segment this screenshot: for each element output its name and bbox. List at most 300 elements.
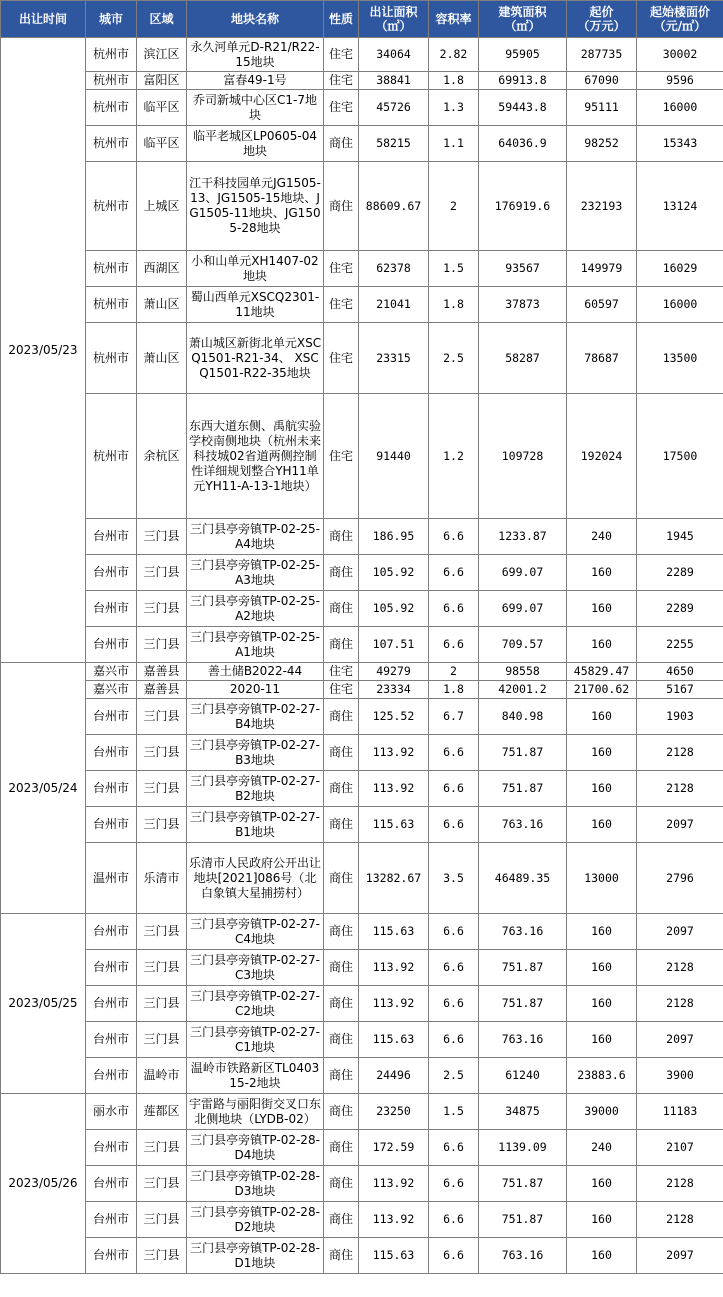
district-cell: 三门县 xyxy=(137,735,187,771)
city-cell: 嘉兴市 xyxy=(86,663,137,681)
type-cell: 商住 xyxy=(324,1094,359,1130)
start-price-cell: 160 xyxy=(567,591,637,627)
far-cell: 2 xyxy=(429,663,479,681)
far-cell: 1.8 xyxy=(429,681,479,699)
start-price-cell: 160 xyxy=(567,1238,637,1274)
plot-name-cell: 三门县亭旁镇TP-02-27-C1地块 xyxy=(187,1022,324,1058)
type-cell: 住宅 xyxy=(324,72,359,90)
start-price-cell: 60597 xyxy=(567,287,637,323)
far-cell: 6.6 xyxy=(429,807,479,843)
date-cell: 2023/05/23 xyxy=(1,38,86,663)
area-cell: 24496 xyxy=(359,1058,429,1094)
type-cell: 商住 xyxy=(324,591,359,627)
type-cell: 住宅 xyxy=(324,323,359,394)
table-row xyxy=(1,90,723,126)
gfa-cell: 751.87 xyxy=(479,986,567,1022)
type-cell: 商住 xyxy=(324,162,359,251)
floor-price-cell: 2289 xyxy=(637,555,723,591)
plot-name-cell: 小和山单元XH1407-02地块 xyxy=(187,251,324,287)
plot-name-cell: 三门县亭旁镇TP-02-27-B1地块 xyxy=(187,807,324,843)
floor-price-cell: 16000 xyxy=(637,287,723,323)
gfa-cell: 1139.09 xyxy=(479,1130,567,1166)
district-cell: 余杭区 xyxy=(137,394,187,519)
floor-price-cell: 2796 xyxy=(637,843,723,914)
table-row xyxy=(1,914,723,950)
district-cell: 三门县 xyxy=(137,555,187,591)
district-cell: 三门县 xyxy=(137,1130,187,1166)
plot-name-cell: 2020-11 xyxy=(187,681,324,699)
type-cell: 商住 xyxy=(324,1130,359,1166)
area-cell: 62378 xyxy=(359,251,429,287)
start-price-cell: 23883.6 xyxy=(567,1058,637,1094)
table-row xyxy=(1,251,723,287)
far-cell: 1.8 xyxy=(429,287,479,323)
col-header-city: 城市 xyxy=(86,1,137,38)
gfa-cell: 763.16 xyxy=(479,1022,567,1058)
type-cell: 商住 xyxy=(324,555,359,591)
plot-name-cell: 三门县亭旁镇TP-02-25-A4地块 xyxy=(187,519,324,555)
type-cell: 住宅 xyxy=(324,38,359,72)
city-cell: 杭州市 xyxy=(86,72,137,90)
area-cell: 34064 xyxy=(359,38,429,72)
floor-price-cell: 2097 xyxy=(637,1238,723,1274)
plot-name-cell: 三门县亭旁镇TP-02-28-D1地块 xyxy=(187,1238,324,1274)
type-cell: 商住 xyxy=(324,1202,359,1238)
table-row xyxy=(1,555,723,591)
start-price-cell: 160 xyxy=(567,1202,637,1238)
floor-price-cell: 5167 xyxy=(637,681,723,699)
plot-name-cell: 三门县亭旁镇TP-02-27-C2地块 xyxy=(187,986,324,1022)
plot-name-cell: 宇雷路与丽阳街交叉口东北侧地块（LYDB-02） xyxy=(187,1094,324,1130)
area-cell: 38841 xyxy=(359,72,429,90)
district-cell: 三门县 xyxy=(137,519,187,555)
area-cell: 125.52 xyxy=(359,699,429,735)
floor-price-cell: 2128 xyxy=(637,1166,723,1202)
gfa-cell: 46489.35 xyxy=(479,843,567,914)
city-cell: 台州市 xyxy=(86,591,137,627)
floor-price-cell: 2097 xyxy=(637,1022,723,1058)
date-cell: 2023/05/24 xyxy=(1,663,86,914)
gfa-cell: 751.87 xyxy=(479,1166,567,1202)
table-row xyxy=(1,519,723,555)
city-cell: 丽水市 xyxy=(86,1094,137,1130)
district-cell: 三门县 xyxy=(137,627,187,663)
start-price-cell: 160 xyxy=(567,699,637,735)
city-cell: 台州市 xyxy=(86,699,137,735)
far-cell: 2 xyxy=(429,162,479,251)
city-cell: 台州市 xyxy=(86,1238,137,1274)
district-cell: 萧山区 xyxy=(137,323,187,394)
district-cell: 三门县 xyxy=(137,771,187,807)
plot-name-cell: 三门县亭旁镇TP-02-28-D4地块 xyxy=(187,1130,324,1166)
area-cell: 113.92 xyxy=(359,735,429,771)
district-cell: 三门县 xyxy=(137,950,187,986)
start-price-cell: 240 xyxy=(567,1130,637,1166)
start-price-cell: 21700.62 xyxy=(567,681,637,699)
gfa-cell: 840.98 xyxy=(479,699,567,735)
far-cell: 1.8 xyxy=(429,72,479,90)
floor-price-cell: 13124 xyxy=(637,162,723,251)
gfa-cell: 93567 xyxy=(479,251,567,287)
area-cell: 113.92 xyxy=(359,1202,429,1238)
city-cell: 台州市 xyxy=(86,555,137,591)
gfa-cell: 98558 xyxy=(479,663,567,681)
city-cell: 杭州市 xyxy=(86,323,137,394)
start-price-cell: 95111 xyxy=(567,90,637,126)
floor-price-cell: 2128 xyxy=(637,986,723,1022)
far-cell: 2.82 xyxy=(429,38,479,72)
type-cell: 商住 xyxy=(324,519,359,555)
area-cell: 58215 xyxy=(359,126,429,162)
district-cell: 三门县 xyxy=(137,807,187,843)
floor-price-cell: 4650 xyxy=(637,663,723,681)
floor-price-cell: 2255 xyxy=(637,627,723,663)
district-cell: 三门县 xyxy=(137,699,187,735)
floor-price-cell: 17500 xyxy=(637,394,723,519)
type-cell: 住宅 xyxy=(324,663,359,681)
gfa-cell: 751.87 xyxy=(479,950,567,986)
start-price-cell: 78687 xyxy=(567,323,637,394)
plot-name-cell: 三门县亭旁镇TP-02-27-C3地块 xyxy=(187,950,324,986)
area-cell: 105.92 xyxy=(359,591,429,627)
far-cell: 2.5 xyxy=(429,1058,479,1094)
table-row xyxy=(1,126,723,162)
floor-price-cell: 1903 xyxy=(637,699,723,735)
district-cell: 嘉善县 xyxy=(137,681,187,699)
floor-price-cell: 2097 xyxy=(637,807,723,843)
district-cell: 三门县 xyxy=(137,986,187,1022)
gfa-cell: 699.07 xyxy=(479,591,567,627)
far-cell: 6.6 xyxy=(429,950,479,986)
gfa-cell: 763.16 xyxy=(479,914,567,950)
plot-name-cell: 三门县亭旁镇TP-02-25-A2地块 xyxy=(187,591,324,627)
start-price-cell: 98252 xyxy=(567,126,637,162)
city-cell: 台州市 xyxy=(86,1166,137,1202)
col-header-type: 性质 xyxy=(324,1,359,38)
type-cell: 住宅 xyxy=(324,394,359,519)
city-cell: 台州市 xyxy=(86,986,137,1022)
gfa-cell: 58287 xyxy=(479,323,567,394)
col-header-date: 出让时间 xyxy=(1,1,86,38)
col-header-area: 出让面积 （㎡） xyxy=(359,1,429,38)
type-cell: 住宅 xyxy=(324,287,359,323)
type-cell: 商住 xyxy=(324,986,359,1022)
area-cell: 49279 xyxy=(359,663,429,681)
col-header-start-price: 起价 （万元） xyxy=(567,1,637,38)
plot-name-cell: 善土储B2022-44 xyxy=(187,663,324,681)
far-cell: 6.6 xyxy=(429,1022,479,1058)
table-row xyxy=(1,699,723,735)
plot-name-cell: 东西大道东侧、禹航实验学校南侧地块（杭州未来科技城02省道两侧控制性详细规划整合YH11单元YH11-A-13-1地块） xyxy=(187,394,324,519)
table-row xyxy=(1,1166,723,1202)
table-row xyxy=(1,1022,723,1058)
plot-name-cell: 萧山城区新街北单元XSCQ1501-R21-34、 XSCQ1501-R22-35地块 xyxy=(187,323,324,394)
type-cell: 商住 xyxy=(324,950,359,986)
floor-price-cell: 2128 xyxy=(637,950,723,986)
start-price-cell: 160 xyxy=(567,807,637,843)
floor-price-cell: 3900 xyxy=(637,1058,723,1094)
city-cell: 台州市 xyxy=(86,807,137,843)
table-row xyxy=(1,663,723,681)
type-cell: 商住 xyxy=(324,699,359,735)
city-cell: 台州市 xyxy=(86,1202,137,1238)
area-cell: 13282.67 xyxy=(359,843,429,914)
gfa-cell: 751.87 xyxy=(479,1202,567,1238)
city-cell: 杭州市 xyxy=(86,394,137,519)
plot-name-cell: 三门县亭旁镇TP-02-25-A3地块 xyxy=(187,555,324,591)
table-row xyxy=(1,38,723,72)
far-cell: 6.6 xyxy=(429,591,479,627)
city-cell: 台州市 xyxy=(86,914,137,950)
table-row xyxy=(1,394,723,519)
far-cell: 1.3 xyxy=(429,90,479,126)
type-cell: 商住 xyxy=(324,126,359,162)
floor-price-cell: 30002 xyxy=(637,38,723,72)
table-row xyxy=(1,807,723,843)
start-price-cell: 39000 xyxy=(567,1094,637,1130)
type-cell: 商住 xyxy=(324,1238,359,1274)
type-cell: 商住 xyxy=(324,627,359,663)
city-cell: 台州市 xyxy=(86,627,137,663)
gfa-cell: 95905 xyxy=(479,38,567,72)
far-cell: 2.5 xyxy=(429,323,479,394)
area-cell: 105.92 xyxy=(359,555,429,591)
gfa-cell: 1233.87 xyxy=(479,519,567,555)
start-price-cell: 160 xyxy=(567,735,637,771)
plot-name-cell: 乔司新城中心区C1-7地块 xyxy=(187,90,324,126)
start-price-cell: 160 xyxy=(567,627,637,663)
plot-name-cell: 乐清市人民政府公开出让地块[2021]086号（北白象镇大星捕捞村） xyxy=(187,843,324,914)
start-price-cell: 160 xyxy=(567,1166,637,1202)
gfa-cell: 59443.8 xyxy=(479,90,567,126)
area-cell: 113.92 xyxy=(359,1166,429,1202)
far-cell: 1.2 xyxy=(429,394,479,519)
date-cell: 2023/05/26 xyxy=(1,1094,86,1274)
plot-name-cell: 三门县亭旁镇TP-02-27-B4地块 xyxy=(187,699,324,735)
table-row xyxy=(1,627,723,663)
plot-name-cell: 江干科技园单元JG1505-13、JG1505-15地块、JG1505-11地块、JG1505-28地块 xyxy=(187,162,324,251)
plot-name-cell: 蜀山西单元XSCQ2301-11地块 xyxy=(187,287,324,323)
district-cell: 富阳区 xyxy=(137,72,187,90)
gfa-cell: 699.07 xyxy=(479,555,567,591)
type-cell: 商住 xyxy=(324,1166,359,1202)
start-price-cell: 67090 xyxy=(567,72,637,90)
gfa-cell: 61240 xyxy=(479,1058,567,1094)
type-cell: 住宅 xyxy=(324,251,359,287)
gfa-cell: 709.57 xyxy=(479,627,567,663)
city-cell: 台州市 xyxy=(86,950,137,986)
type-cell: 住宅 xyxy=(324,681,359,699)
gfa-cell: 751.87 xyxy=(479,771,567,807)
area-cell: 113.92 xyxy=(359,950,429,986)
type-cell: 住宅 xyxy=(324,90,359,126)
city-cell: 杭州市 xyxy=(86,162,137,251)
type-cell: 商住 xyxy=(324,735,359,771)
far-cell: 1.5 xyxy=(429,251,479,287)
gfa-cell: 42001.2 xyxy=(479,681,567,699)
table-row xyxy=(1,843,723,914)
col-header-far: 容积率 xyxy=(429,1,479,38)
floor-price-cell: 1945 xyxy=(637,519,723,555)
floor-price-cell: 11183 xyxy=(637,1094,723,1130)
city-cell: 杭州市 xyxy=(86,38,137,72)
start-price-cell: 160 xyxy=(567,555,637,591)
city-cell: 温州市 xyxy=(86,843,137,914)
floor-price-cell: 9596 xyxy=(637,72,723,90)
area-cell: 23315 xyxy=(359,323,429,394)
city-cell: 杭州市 xyxy=(86,287,137,323)
floor-price-cell: 2289 xyxy=(637,591,723,627)
floor-price-cell: 16029 xyxy=(637,251,723,287)
table-row xyxy=(1,287,723,323)
table-row xyxy=(1,162,723,251)
plot-name-cell: 富春49-1号 xyxy=(187,72,324,90)
district-cell: 温岭市 xyxy=(137,1058,187,1094)
type-cell: 商住 xyxy=(324,914,359,950)
district-cell: 三门县 xyxy=(137,1166,187,1202)
type-cell: 商住 xyxy=(324,807,359,843)
type-cell: 商住 xyxy=(324,1022,359,1058)
plot-name-cell: 三门县亭旁镇TP-02-25-A1地块 xyxy=(187,627,324,663)
far-cell: 3.5 xyxy=(429,843,479,914)
table-row xyxy=(1,1130,723,1166)
district-cell: 三门县 xyxy=(137,591,187,627)
floor-price-cell: 2128 xyxy=(637,735,723,771)
table-header xyxy=(1,1,723,38)
gfa-cell: 37873 xyxy=(479,287,567,323)
start-price-cell: 13000 xyxy=(567,843,637,914)
start-price-cell: 160 xyxy=(567,986,637,1022)
table-row xyxy=(1,1058,723,1094)
table-row xyxy=(1,681,723,699)
district-cell: 莲都区 xyxy=(137,1094,187,1130)
city-cell: 台州市 xyxy=(86,519,137,555)
district-cell: 三门县 xyxy=(137,1238,187,1274)
city-cell: 台州市 xyxy=(86,1130,137,1166)
city-cell: 杭州市 xyxy=(86,126,137,162)
start-price-cell: 45829.47 xyxy=(567,663,637,681)
district-cell: 三门县 xyxy=(137,914,187,950)
table-row xyxy=(1,1238,723,1274)
col-header-district: 区域 xyxy=(137,1,187,38)
floor-price-cell: 2107 xyxy=(637,1130,723,1166)
city-cell: 台州市 xyxy=(86,1022,137,1058)
floor-price-cell: 2097 xyxy=(637,914,723,950)
start-price-cell: 160 xyxy=(567,771,637,807)
table-row xyxy=(1,771,723,807)
gfa-cell: 64036.9 xyxy=(479,126,567,162)
gfa-cell: 109728 xyxy=(479,394,567,519)
area-cell: 23250 xyxy=(359,1094,429,1130)
city-cell: 嘉兴市 xyxy=(86,681,137,699)
start-price-cell: 160 xyxy=(567,950,637,986)
far-cell: 6.6 xyxy=(429,1202,479,1238)
gfa-cell: 763.16 xyxy=(479,807,567,843)
district-cell: 三门县 xyxy=(137,1202,187,1238)
district-cell: 萧山区 xyxy=(137,287,187,323)
far-cell: 6.6 xyxy=(429,1166,479,1202)
district-cell: 临平区 xyxy=(137,126,187,162)
district-cell: 滨江区 xyxy=(137,38,187,72)
floor-price-cell: 15343 xyxy=(637,126,723,162)
table-row xyxy=(1,72,723,90)
area-cell: 172.59 xyxy=(359,1130,429,1166)
far-cell: 6.7 xyxy=(429,699,479,735)
far-cell: 6.6 xyxy=(429,627,479,663)
district-cell: 临平区 xyxy=(137,90,187,126)
type-cell: 商住 xyxy=(324,843,359,914)
start-price-cell: 240 xyxy=(567,519,637,555)
table-row xyxy=(1,950,723,986)
area-cell: 115.63 xyxy=(359,1022,429,1058)
floor-price-cell: 2128 xyxy=(637,1202,723,1238)
table-row xyxy=(1,986,723,1022)
type-cell: 商住 xyxy=(324,1058,359,1094)
table-row xyxy=(1,591,723,627)
plot-name-cell: 三门县亭旁镇TP-02-27-B2地块 xyxy=(187,771,324,807)
start-price-cell: 287735 xyxy=(567,38,637,72)
far-cell: 6.6 xyxy=(429,555,479,591)
gfa-cell: 34875 xyxy=(479,1094,567,1130)
area-cell: 107.51 xyxy=(359,627,429,663)
city-cell: 台州市 xyxy=(86,735,137,771)
start-price-cell: 160 xyxy=(567,1022,637,1058)
start-price-cell: 149979 xyxy=(567,251,637,287)
district-cell: 西湖区 xyxy=(137,251,187,287)
date-cell: 2023/05/25 xyxy=(1,914,86,1094)
floor-price-cell: 2128 xyxy=(637,771,723,807)
col-header-gfa: 建筑面积 （㎡） xyxy=(479,1,567,38)
far-cell: 6.6 xyxy=(429,735,479,771)
gfa-cell: 176919.6 xyxy=(479,162,567,251)
area-cell: 115.63 xyxy=(359,914,429,950)
area-cell: 45726 xyxy=(359,90,429,126)
far-cell: 6.6 xyxy=(429,1238,479,1274)
city-cell: 台州市 xyxy=(86,1058,137,1094)
area-cell: 115.63 xyxy=(359,807,429,843)
city-cell: 杭州市 xyxy=(86,251,137,287)
district-cell: 嘉善县 xyxy=(137,663,187,681)
plot-name-cell: 三门县亭旁镇TP-02-27-C4地块 xyxy=(187,914,324,950)
start-price-cell: 232193 xyxy=(567,162,637,251)
area-cell: 186.95 xyxy=(359,519,429,555)
area-cell: 23334 xyxy=(359,681,429,699)
plot-name-cell: 三门县亭旁镇TP-02-28-D2地块 xyxy=(187,1202,324,1238)
gfa-cell: 751.87 xyxy=(479,735,567,771)
city-cell: 台州市 xyxy=(86,771,137,807)
far-cell: 6.6 xyxy=(429,986,479,1022)
far-cell: 6.6 xyxy=(429,771,479,807)
area-cell: 113.92 xyxy=(359,986,429,1022)
far-cell: 6.6 xyxy=(429,914,479,950)
type-cell: 商住 xyxy=(324,771,359,807)
district-cell: 乐清市 xyxy=(137,843,187,914)
district-cell: 三门县 xyxy=(137,1022,187,1058)
col-header-plot-name: 地块名称 xyxy=(187,1,324,38)
far-cell: 1.5 xyxy=(429,1094,479,1130)
table-row xyxy=(1,1094,723,1130)
start-price-cell: 160 xyxy=(567,914,637,950)
area-cell: 88609.67 xyxy=(359,162,429,251)
table-row xyxy=(1,323,723,394)
plot-name-cell: 三门县亭旁镇TP-02-28-D3地块 xyxy=(187,1166,324,1202)
area-cell: 115.63 xyxy=(359,1238,429,1274)
plot-name-cell: 三门县亭旁镇TP-02-27-B3地块 xyxy=(187,735,324,771)
col-header-floor-price: 起始楼面价 （元/㎡） xyxy=(637,1,723,38)
plot-name-cell: 临平老城区LP0605-04地块 xyxy=(187,126,324,162)
table-row xyxy=(1,1202,723,1238)
floor-price-cell: 16000 xyxy=(637,90,723,126)
